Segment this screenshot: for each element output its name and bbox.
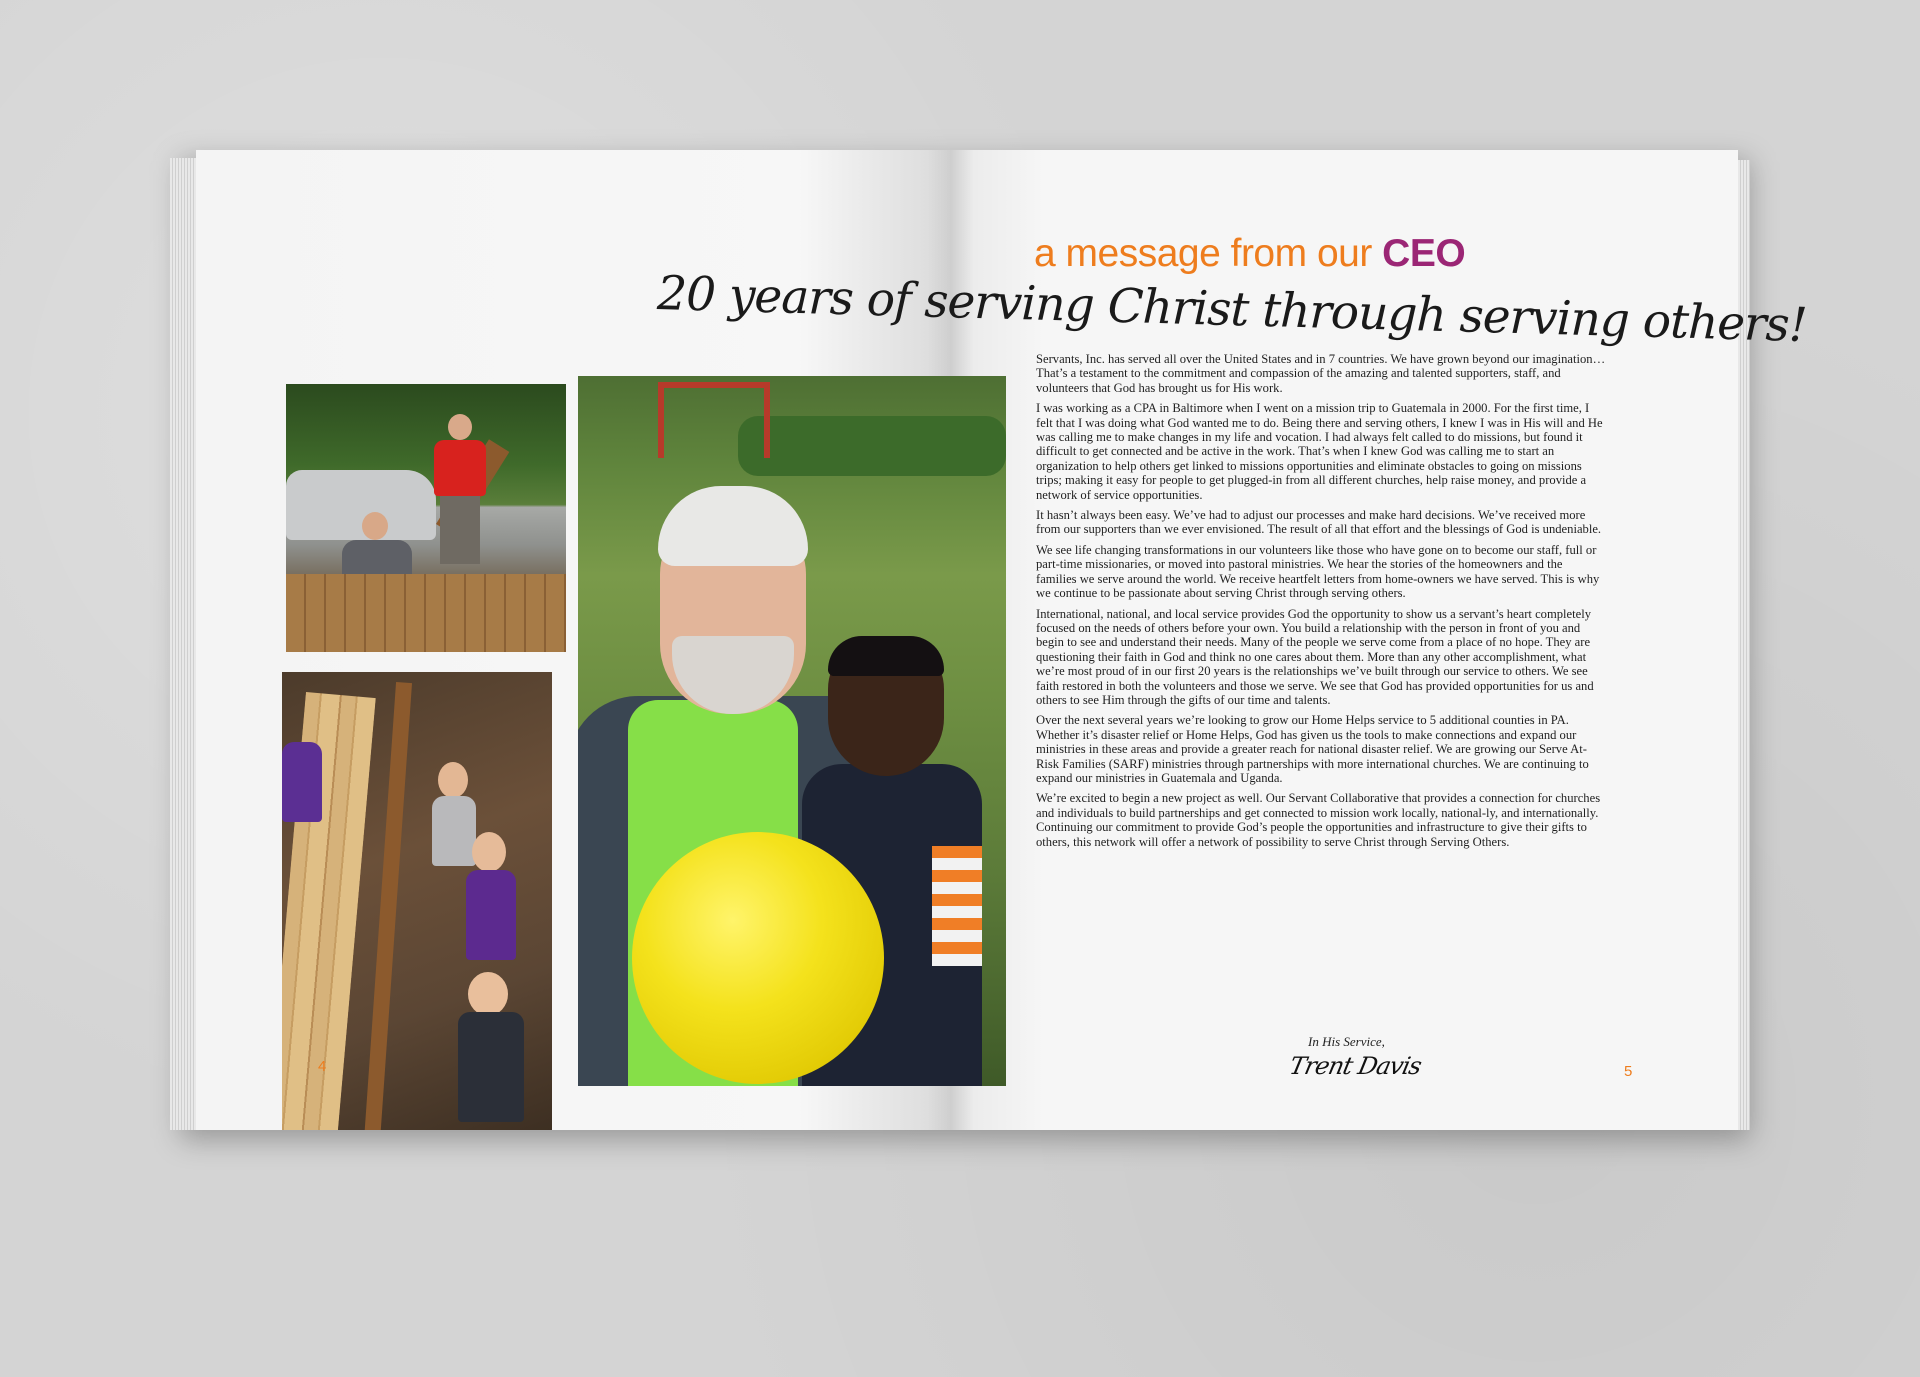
article-paragraph: Servants, Inc. has served all over the United States and in 7 countries. We have grown beyond our imagination… That’s a testament to the commitment and compassion of the amazing and talented supporters, staff, and volunteers that God has brought us for His work.: [1036, 352, 1606, 395]
article-paragraph: International, national, and local service provides God the opportunity to show us a servant’s heart completely focused on the needs of others before your own. You build a relationship with the person in front of you and begin to see and understand their needs. Many of the people we serve come from a place of no hope. They are questioning their faith in God and think no one cares about them. More than any other accomplishment, what we’re most proud of in our first 20 years is the relationships we’ve built through our service to others. We see faith restored in both the volunteers and those we serve. We see that God has provided opportunities for us and others to see Him through the gifts of our time and talents.: [1036, 606, 1594, 707]
page-number-right: 5: [1624, 1063, 1633, 1080]
article-paragraph: We see life changing transformations in our volunteers like those who have gone on to become our staff, full or part-time missionaries, or moved into pastoral ministries. We hear the stories of the homeowners and the families we serve around the world. We receive heartfelt letters from home-owners we have served. This is why we continue to be passionate about serving Christ through serving others.: [1036, 542, 1600, 601]
signoff: In His Service,: [1308, 1034, 1385, 1049]
eyebrow-prefix: a message from our: [1034, 232, 1383, 275]
page-number-left: 4: [318, 1058, 327, 1075]
signature: Trent Davis: [1287, 1052, 1424, 1080]
photo-volunteers-building-ramp: [286, 384, 566, 652]
article-paragraph: Over the next several years we’re looking to grow our Home Helps service to 5 additional counties in PA. Whether it’s disaster relief or Home Helps, God has given us the tools to make connections and expand our ministries in these areas and provide a greater reach for national disaster relief. We are growing our Serve At-Risk Families (SARF) ministries through partnerships with more international churches. We are continuing to expand our ministries in Guatemala and Uganda.: [1036, 713, 1589, 785]
photo-man-red-shirt: [434, 414, 486, 564]
article-headline: 20 years of serving Christ through serving others!: [656, 266, 1808, 354]
article-paragraph: I was working as a CPA in Baltimore when I went on a mission trip to Guatemala in 2000. For the first time, I felt that I was doing what God wanted me to do. Being there and serving others, I knew I was in His will and He was calling me to make changes in my life and vocation. I had always felt called to do missions, but found it difficult to get connected and be active in the work. That’s when I knew God was calling me to start an organization to help others get linked to missions opportunities and eliminate obstacles to going on missions trips; making it easy for people to get plugged-in from all different churches, help raise money, and provide a network of service opportunities.: [1036, 401, 1603, 502]
article-body: [1036, 352, 1606, 855]
article-paragraph: It hasn’t always been easy. We’ve had to adjust our processes and make hard decisions. We’ve received more from our supporters than we ever envisioned. The result of all that effort and the blessings of God is undeniable.: [1036, 508, 1602, 537]
photo-swing-set: [658, 382, 770, 458]
eyebrow-highlight: CEO: [1382, 232, 1466, 275]
photo-hedge: [738, 416, 1006, 476]
article-paragraph: We’re excited to begin a new project as well. Our Servant Collaborative that provides a connection for churches and individuals to build partnerships and get connected to mission work locally, national-ly, and internationally. Continuing our commitment to provide God’s people the opportunities and infrastructure to give their gifts to others, this network will offer a network of possibility to serve Christ through Serving Others.: [1036, 791, 1601, 849]
photo-deck: [286, 574, 566, 652]
section-eyebrow: [1034, 232, 1465, 276]
photo-yellow-ball: [632, 832, 884, 1084]
photo-ceo-with-child: [578, 376, 1006, 1086]
